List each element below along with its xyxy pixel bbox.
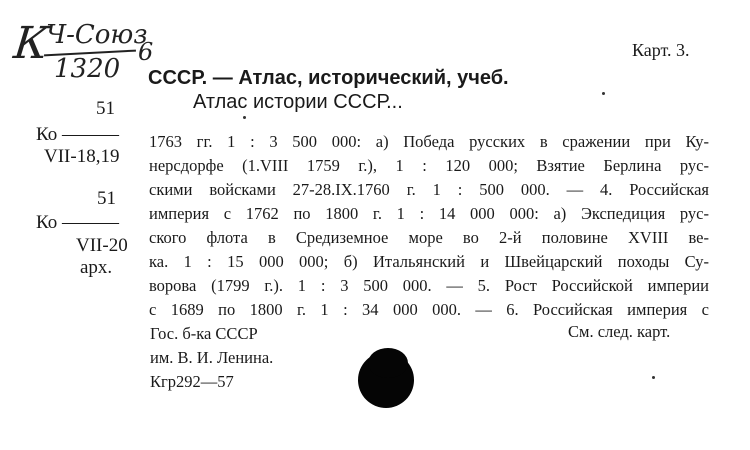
body-line: ка. 1 : 15 000 000; б) Итальянский и Швейцарский походы Су- bbox=[149, 252, 709, 271]
card-number: Карт. 3. bbox=[632, 40, 690, 60]
see-next-card: См. след. карт. bbox=[568, 322, 671, 341]
speck bbox=[602, 92, 605, 95]
shelf-mark-2-code: Ко ——— bbox=[36, 212, 119, 233]
body-line: ского флота в Средиземное море во 2-й половине XVIII ве- bbox=[149, 228, 709, 247]
shelf-mark-2-section: VII-20 bbox=[76, 235, 128, 256]
handwritten-suffix: 6 bbox=[138, 38, 154, 66]
ink-blot bbox=[358, 352, 414, 408]
body-line: с 1689 по 1800 г. 1 : 34 000 000. — 6. Российская империя с bbox=[149, 300, 709, 319]
handwritten-bottom: 1320 bbox=[54, 54, 121, 84]
handwritten-letter: К bbox=[11, 18, 51, 69]
speck bbox=[243, 116, 246, 119]
shelf-mark-1-number: 51 bbox=[96, 98, 115, 119]
library-name: Гос. б-ка СССР bbox=[150, 324, 258, 343]
shelf-mark-1-code: Ко ——— bbox=[36, 124, 119, 145]
shelf-mark-2-number: 51 bbox=[97, 188, 116, 209]
body-line: скими войсками 27-28.IX.1760 г. 1 : 500 000. — 4. Российская bbox=[149, 180, 709, 199]
body-line: ворова (1799 г.). 1 : 3 500 000. — 5. Рост Российской империи bbox=[149, 276, 709, 295]
shelf-mark-1-section: VII-18,19 bbox=[44, 146, 120, 167]
body-line: 1763 гг. 1 : 3 500 000: а) Победа русских в сражении при Ку- bbox=[149, 132, 709, 151]
body-line: нерсдорфе (1.VIII 1759 г.), 1 : 120 000; Взятие Берлина рус- bbox=[149, 156, 709, 175]
catalog-subtitle: Атлас истории СССР... bbox=[193, 91, 403, 113]
catalog-title: СССР. — Атлас, исторический, учеб. bbox=[148, 67, 509, 89]
speck bbox=[652, 376, 655, 379]
body-line: империя с 1762 по 1800 г. 1 : 14 000 000: а) Экспедиция рус- bbox=[149, 204, 709, 223]
library-named-after: им. В. И. Ленина. bbox=[150, 348, 274, 367]
library-stamp bbox=[150, 322, 273, 394]
catalog-body-text bbox=[149, 130, 709, 322]
handwritten-top: Ч-Союз bbox=[46, 20, 148, 50]
library-code: Кгр292—57 bbox=[150, 372, 234, 391]
shelf-mark-2-note: арх. bbox=[80, 257, 113, 278]
